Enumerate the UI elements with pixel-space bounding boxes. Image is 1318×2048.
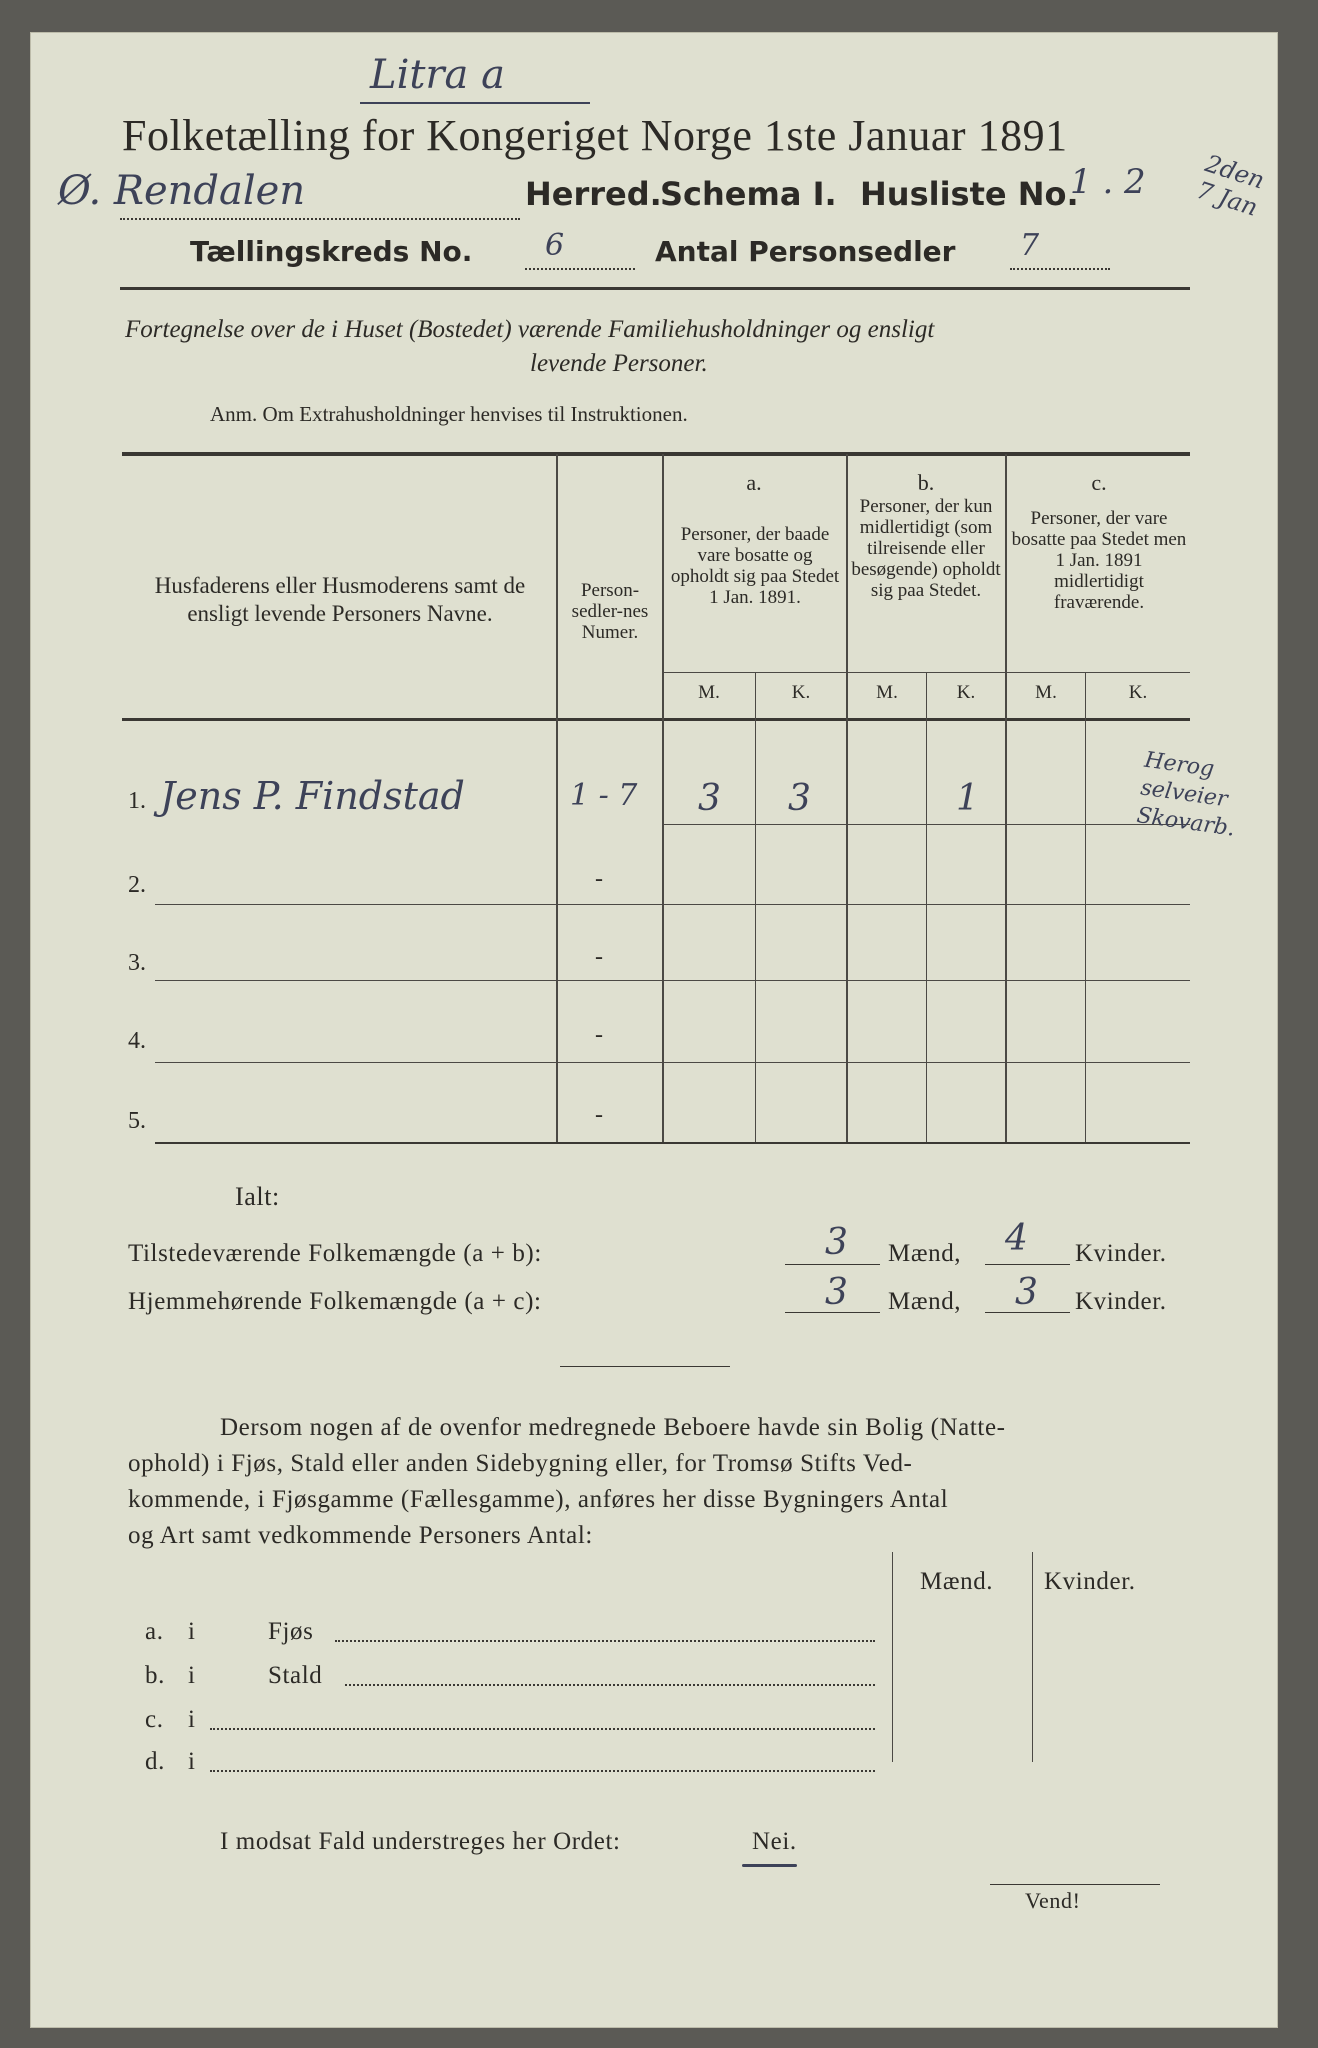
ialt-label: Ialt: <box>235 1182 280 1211</box>
row-1-numer: 1 - 7 <box>570 778 638 813</box>
hjemme-label: Hjemmehørende Folkemængde (a + c): <box>128 1288 542 1315</box>
row-1-name: Jens P. Findstad <box>160 774 465 818</box>
item-d-letter: d. <box>145 1748 165 1775</box>
row-4-numer: - <box>595 1022 603 1048</box>
item-c-prep: i <box>188 1706 196 1733</box>
row-3-number: 3. <box>128 950 146 976</box>
outbuildings-para-4: og Art samt vedkommende Personers Antal: <box>128 1522 593 1549</box>
outbuildings-divider-1 <box>892 1552 893 1762</box>
tilstede-k-line <box>985 1264 1070 1265</box>
taellingskreds-dotline <box>525 268 635 270</box>
item-b-prep: i <box>188 1662 196 1689</box>
item-a-prep: i <box>188 1618 196 1645</box>
tilstede-maend-label: Mænd, <box>888 1240 962 1267</box>
antal-value: 7 <box>1020 228 1040 263</box>
section-separator <box>560 1366 730 1367</box>
item-a-letter: a. <box>145 1618 164 1645</box>
row-1-a-m: 3 <box>698 778 721 819</box>
item-d-prep: i <box>188 1748 196 1775</box>
col-c-letter: c. <box>1091 470 1107 495</box>
col-b-header: Personer, der kun midlertidigt (som tilreisende eller besøgende) opholdt sig paa Stedet. <box>851 496 1001 601</box>
row-2-numer: - <box>595 866 603 892</box>
table-bottom-rule <box>155 1142 1190 1144</box>
header-rule <box>120 287 1190 290</box>
nei-underline <box>742 1864 797 1867</box>
mk-rule <box>664 672 1190 673</box>
outbuildings-para-2: ophold) i Fjøs, Stald eller anden Sidebygning eller, for Tromsø Stifts Ved- <box>128 1450 913 1477</box>
col-divider-c <box>1085 672 1086 1144</box>
herred-value: Ø. Rendalen <box>58 168 306 214</box>
col-b-k: K. <box>956 682 976 703</box>
herred-dotline <box>120 218 520 220</box>
vend-rule <box>990 1884 1160 1885</box>
row-2-rule <box>155 904 1190 905</box>
row-1-number: 1. <box>128 788 146 814</box>
outbuildings-para-3: kommende, i Fjøsgamme (Fællesgamme), anføres her disse Bygningers Antal <box>128 1486 949 1513</box>
col-a-letter: a. <box>746 470 762 495</box>
col-a-k: K. <box>791 682 811 703</box>
taellingskreds-value: 6 <box>545 228 565 263</box>
hjemme-k-line <box>985 1312 1070 1313</box>
row-4-number: 4. <box>128 1028 146 1054</box>
col-a-header: Personer, der baade vare bosatte og opholdt sig paa Stedet 1 Jan. 1891. <box>670 524 840 608</box>
row-1-rule <box>664 824 1190 825</box>
tilstede-label: Tilstedeværende Folkemængde (a + b): <box>128 1240 542 1267</box>
row-5-numer: - <box>595 1102 603 1128</box>
item-b-label: Stald <box>268 1662 323 1689</box>
col-divider-2 <box>662 454 664 1144</box>
antal-dotline <box>1010 268 1110 270</box>
item-d-dotline <box>210 1770 875 1772</box>
husliste-label: Husliste No. <box>860 175 1079 213</box>
census-form-page <box>30 32 1278 2028</box>
col-divider-a <box>755 672 756 1144</box>
intro-line-2: levende Personer. <box>530 350 708 377</box>
col-names-header: Husfaderens eller Husmoderens samt de ensligt levende Personers Navne. <box>154 573 526 626</box>
tilstede-kvinder-label: Kvinder. <box>1075 1240 1167 1267</box>
vend-label: Vend! <box>1025 1888 1081 1913</box>
col-c-k: K. <box>1128 682 1148 703</box>
tilstede-m-line <box>785 1264 880 1265</box>
item-b-dotline <box>345 1684 875 1686</box>
outbuildings-divider-2 <box>1032 1552 1033 1762</box>
row-3-rule <box>155 980 1190 981</box>
row-2-number: 2. <box>128 872 146 898</box>
outbuildings-kvinder-header: Kvinder. <box>1044 1568 1136 1595</box>
litra-underline <box>360 102 590 104</box>
tilstede-maend-value: 3 <box>825 1222 848 1263</box>
row-3-numer: - <box>595 944 603 970</box>
hjemme-maend-label: Mænd, <box>888 1288 962 1315</box>
husliste-value: 1 . 2 <box>1070 162 1146 202</box>
outbuildings-maend-header: Mænd. <box>920 1568 994 1595</box>
row-1-a-k: 3 <box>788 778 811 819</box>
herred-label: Herred. <box>525 175 662 213</box>
schema-label: Schema I. <box>660 175 837 213</box>
col-divider-3 <box>846 454 848 1144</box>
item-a-label: Fjøs <box>268 1618 314 1645</box>
outbuildings-para-1: Dersom nogen af de ovenfor medregnede Beboere havde sin Bolig (Natte- <box>220 1414 1006 1441</box>
item-c-letter: c. <box>145 1706 164 1733</box>
item-a-dotline <box>335 1640 875 1642</box>
row-1-b-k: 1 <box>956 778 979 819</box>
col-c-m: M. <box>1035 682 1057 703</box>
hjemme-maend-value: 3 <box>825 1272 848 1313</box>
hjemme-m-line <box>785 1312 880 1313</box>
col-numer-header: Person-sedler-nes Numer. <box>571 580 649 643</box>
table-header-rule <box>122 718 1190 721</box>
margin-occupation-note: Herog selveier Skovarb. <box>1135 747 1237 842</box>
taellingskreds-label: Tællingskreds No. <box>190 235 473 268</box>
intro-line-1: Fortegnelse over de i Huset (Bostedet) værende Familiehusholdninger og ensligt <box>125 316 935 343</box>
form-title: Folketælling for Kongeriget Norge 1ste Januar 1891 <box>122 111 1068 160</box>
antal-label: Antal Personsedler <box>655 235 956 268</box>
footer-nei: Nei. <box>752 1828 797 1855</box>
row-4-rule <box>155 1062 1190 1063</box>
col-divider-4 <box>1005 454 1007 1144</box>
tilstede-kvinder-value: 4 <box>1005 1218 1028 1259</box>
col-b-m: M. <box>876 682 898 703</box>
table-top-rule <box>122 452 1190 456</box>
col-divider-1 <box>556 454 558 1144</box>
anm-note: Anm. Om Extrahusholdninger henvises til Instruktionen. <box>210 402 688 426</box>
item-b-letter: b. <box>145 1662 165 1689</box>
row-5-number: 5. <box>128 1108 146 1134</box>
hjemme-kvinder-value: 3 <box>1015 1272 1038 1313</box>
corner-date-note: 2den 7 Jan <box>1193 149 1268 222</box>
litra-annotation: Litra a <box>370 52 505 98</box>
col-c-header: Personer, der vare bosatte paa Stedet men 1 Jan. 1891 midlertidigt fraværende. <box>1011 508 1187 613</box>
col-divider-b <box>926 672 927 1144</box>
col-a-m: M. <box>698 682 720 703</box>
item-c-dotline <box>210 1728 875 1730</box>
footer-text: I modsat Fald understreges her Ordet: <box>220 1828 621 1855</box>
hjemme-kvinder-label: Kvinder. <box>1075 1288 1167 1315</box>
col-b-letter: b. <box>917 470 935 495</box>
